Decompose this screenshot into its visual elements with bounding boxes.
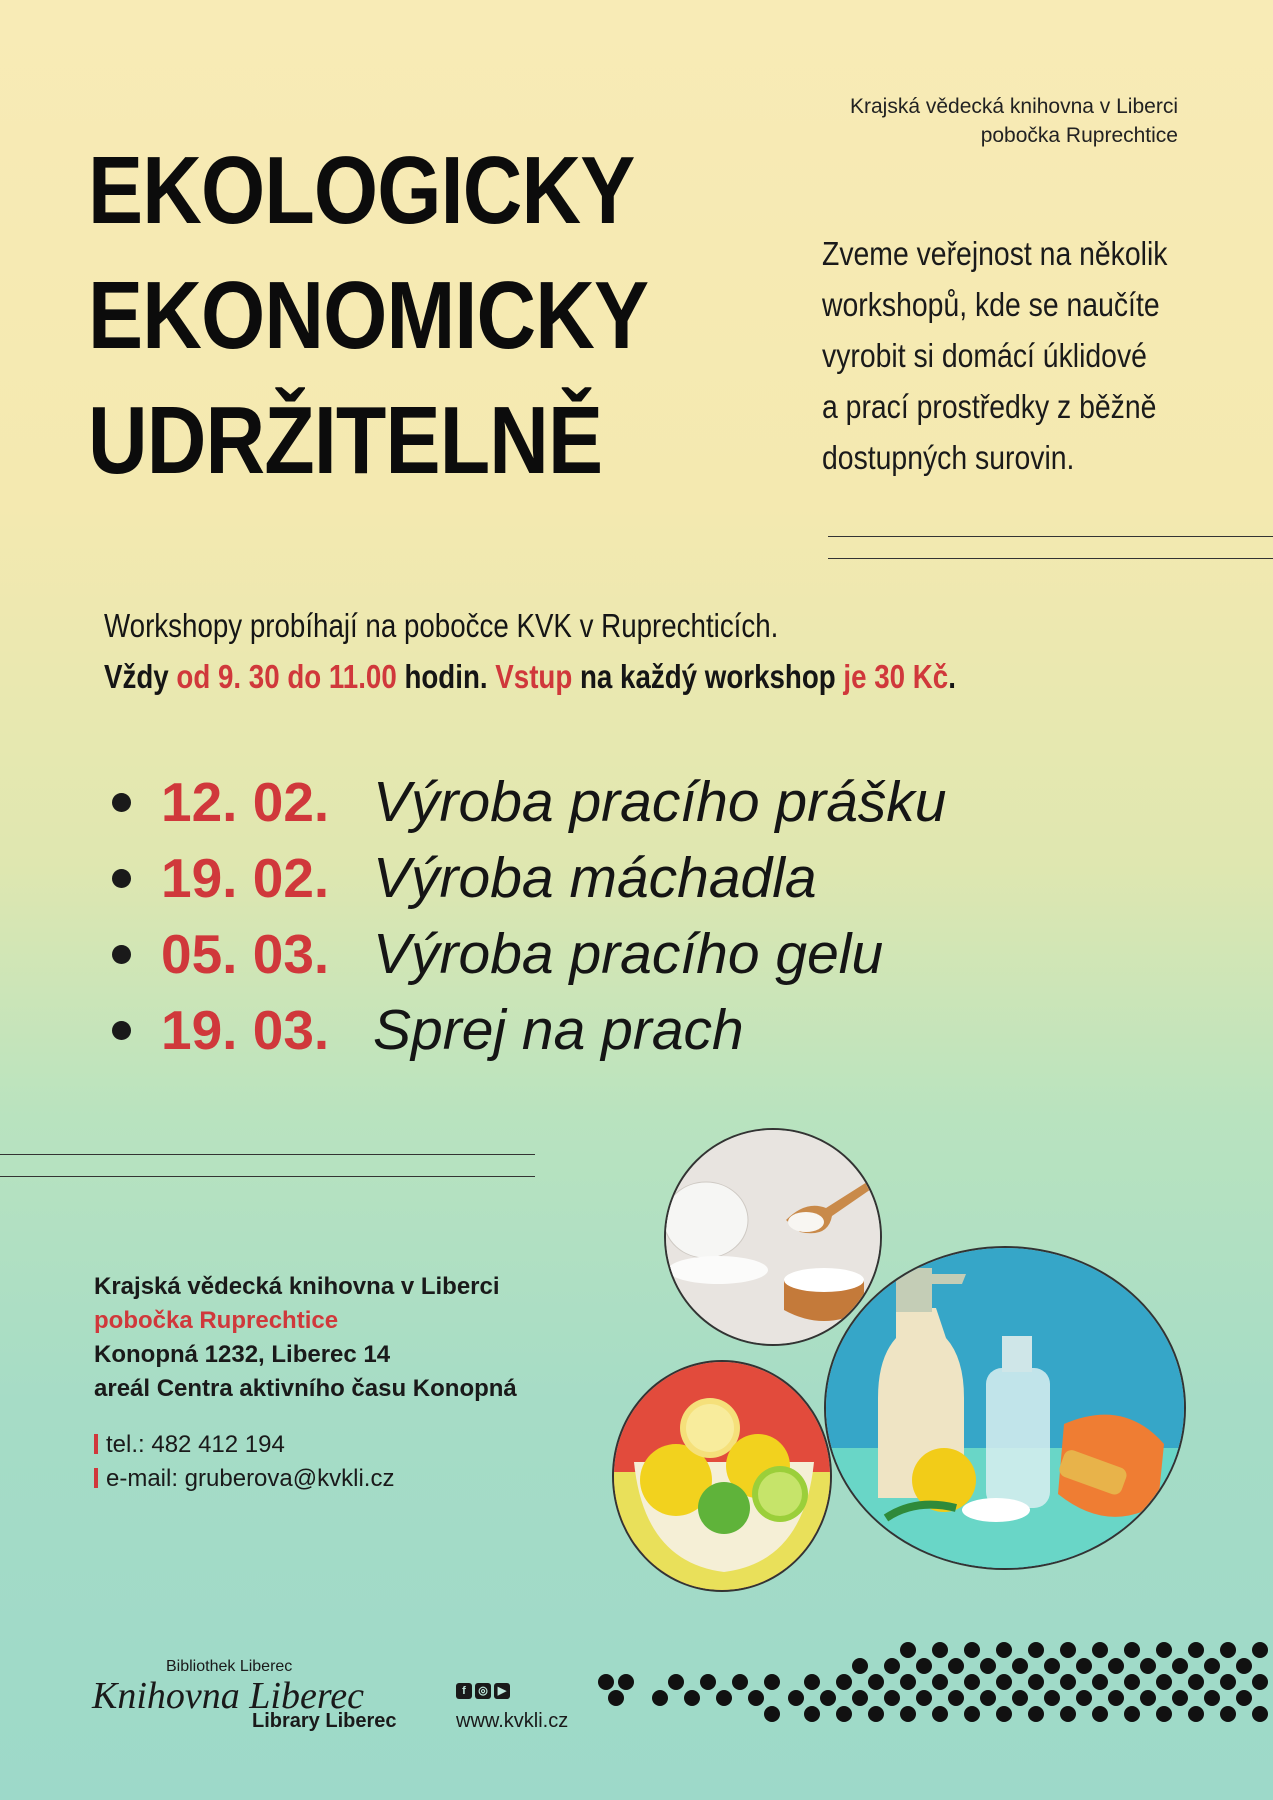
baking-soda-illustration xyxy=(666,1130,880,1344)
cleaning-products-illustration xyxy=(826,1248,1184,1568)
list-item xyxy=(112,840,946,916)
contact-library: Krajská vědecká knihovna v Liberci xyxy=(94,1273,500,1300)
title-line-2: EKONOMICKY xyxy=(88,262,649,369)
workshop-title: Výroba pracího prášku xyxy=(373,770,947,834)
baking-soda-photo xyxy=(664,1128,882,1346)
bullet-icon xyxy=(112,1021,131,1040)
workshop-title: Sprej na prach xyxy=(373,998,744,1062)
info-line-1: Workshopy probíhají na pobočce KVK v Ruprechticích. xyxy=(104,607,779,644)
social-links xyxy=(456,1683,510,1699)
contact-phone-row xyxy=(94,1428,394,1462)
facebook-icon[interactable]: f xyxy=(456,1683,472,1699)
library-logo[interactable]: Knihovna Liberec xyxy=(92,1675,364,1717)
contact-email[interactable]: e-mail: gruberova@kvkli.cz xyxy=(106,1465,395,1492)
dot-pattern-decoration xyxy=(596,1636,1273,1726)
intro-line-5: dostupných surovin. xyxy=(822,439,1075,476)
info-each-workshop: na každý workshop xyxy=(579,658,836,695)
library-branch: pobočka Ruprechtice xyxy=(980,124,1178,147)
divider xyxy=(0,1176,535,1177)
contact-details xyxy=(94,1428,394,1496)
logo-subtitle-de: Bibliothek Liberec xyxy=(166,1658,293,1675)
library-header xyxy=(850,92,1178,150)
schedule-list xyxy=(112,764,946,1068)
intro-line-4: a prací prostředky z běžně xyxy=(822,388,1157,425)
workshop-title: Výroba pracího gelu xyxy=(373,922,884,986)
info-price: je 30 Kč xyxy=(843,658,949,695)
workshop-date: 19. 02. xyxy=(161,847,330,909)
info-entry: Vstup xyxy=(495,658,573,695)
page-title xyxy=(88,128,648,503)
info-line-2 xyxy=(104,651,956,702)
logo-subtitle-en: Library Liberec xyxy=(252,1710,397,1732)
bullet-icon xyxy=(112,869,131,888)
divider xyxy=(828,558,1273,559)
divider xyxy=(0,1154,535,1155)
contact-phone[interactable]: tel.: 482 412 194 xyxy=(106,1431,285,1458)
contact-address: Konopná 1232, Liberec 14 xyxy=(94,1341,391,1368)
lemons-photo xyxy=(612,1360,832,1592)
title-line-3: UDRŽITELNĚ xyxy=(88,387,603,494)
cleaning-products-photo xyxy=(824,1246,1186,1570)
info-time: od 9. 30 do 11.00 xyxy=(176,658,397,695)
info-period: . xyxy=(948,658,956,695)
instagram-icon[interactable]: ◎ xyxy=(475,1683,491,1699)
info-hours: hodin. xyxy=(404,658,488,695)
contact-area: areál Centra aktivního času Konopná xyxy=(94,1375,517,1402)
bullet-icon xyxy=(112,945,131,964)
workshop-title: Výroba máchadla xyxy=(373,846,817,910)
list-item xyxy=(112,764,946,840)
lemons-illustration xyxy=(614,1362,830,1590)
youtube-icon[interactable]: ▶ xyxy=(494,1683,510,1699)
workshop-date: 19. 03. xyxy=(161,999,330,1061)
bullet-icon xyxy=(112,793,131,812)
workshop-date: 05. 03. xyxy=(161,923,330,985)
intro-text xyxy=(822,228,1183,483)
intro-line-1: Zveme veřejnost na několik xyxy=(822,235,1168,272)
title-line-1: EKOLOGICKY xyxy=(88,137,635,244)
intro-line-2: workshopů, kde se naučíte xyxy=(822,286,1160,323)
library-name: Krajská vědecká knihovna v Liberci xyxy=(849,95,1178,118)
workshop-date: 12. 02. xyxy=(161,771,330,833)
info-always: Vždy xyxy=(104,658,169,695)
contact-email-row xyxy=(94,1462,394,1496)
list-item xyxy=(112,992,946,1068)
divider xyxy=(828,536,1273,537)
contact-branch: pobočka Ruprechtice xyxy=(94,1307,339,1334)
contact-block xyxy=(94,1270,517,1406)
list-item xyxy=(112,916,946,992)
website-link[interactable]: www.kvkli.cz xyxy=(456,1710,569,1732)
marker-icon xyxy=(94,1468,98,1488)
workshop-info xyxy=(104,600,956,702)
intro-line-3: vyrobit si domácí úklidové xyxy=(822,337,1147,374)
marker-icon xyxy=(94,1434,98,1454)
